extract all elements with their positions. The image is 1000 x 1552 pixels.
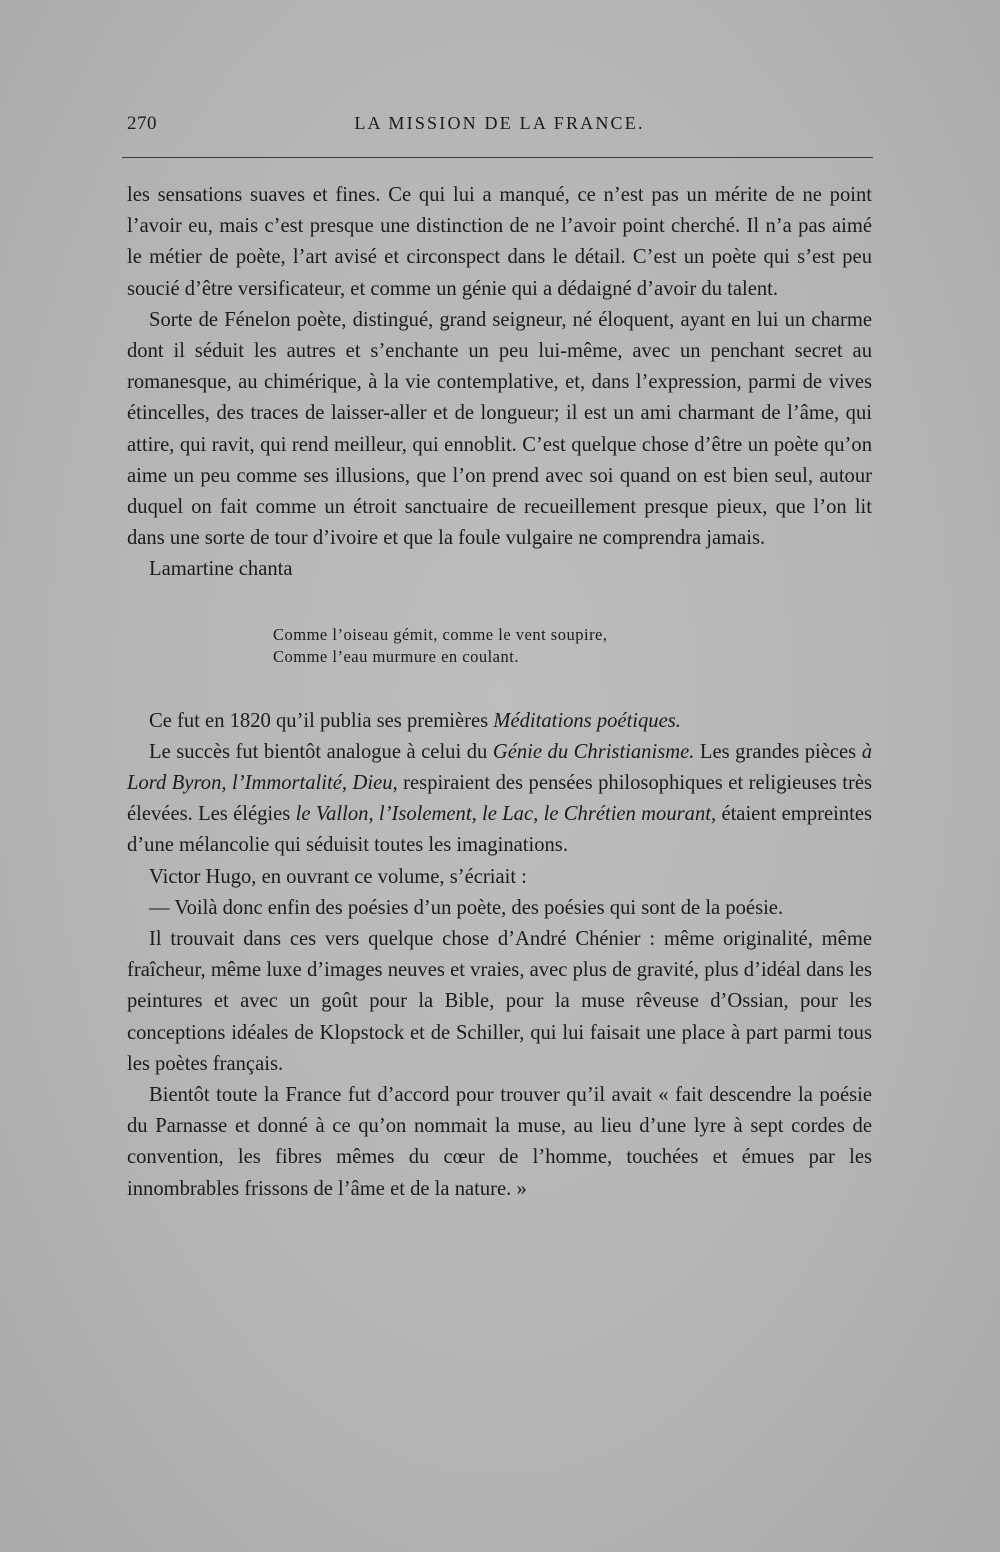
paragraph-5-text-d: étaient empreintes d’une mélancolie qui séduisit toutes les imaginations. <box>127 803 873 857</box>
page-header <box>127 113 872 143</box>
body-text <box>127 180 872 1205</box>
paragraph-8: Il trouvait dans ces vers quelque chose d’André Chénier : même originalité, même fraîcheur, même luxe d’images neuves et vraies, avec plus de gravité, plus d’idéal dans les peintures et avec un goût pour la Bible, pour la muse rêveuse d’Ossian, pour les conceptions idéales de Klopstock et de Schiller, qui lui faisait une place à part parmi tous les poètes français. <box>127 928 872 1075</box>
paragraph-9: Bientôt toute la France fut d’accord pour trouver qu’il avait « fait descendre la poésie du Parnasse et donné à ce qu’on nommait la muse, au lieu d’une lyre à sept cordes de convention, les fibres mêmes du cœur de l’homme, touchées et émues par les innombrables frissons de l’âme et de la nature. » <box>127 1084 872 1200</box>
paragraph-2: Sorte de Fénelon poète, distingué, grand seigneur, né éloquent, ayant en lui un charme dont il séduit les autres et s’enchante un peu lui-même, avec un penchant secret au romanesque, au chimérique, à la vie contemplative, et, dans l’expression, parmi de vives étincelles, des traces de laisser-aller et de longueur; il est un ami charmant de l’âme, qui attire, qui ravit, qui rend meilleur, qui ennoblit. C’est quelque chose d’être un poète qu’on aime un peu comme ses illusions, que l’on prend avec soi quand on est bien seul, autour duquel on fait comme un étroit sanctuaire de recueillement presque pieux, que l’on lit dans une sorte de tour d’ivoire et que la foule vulgaire ne comprendra jamais. <box>127 308 872 550</box>
paragraph-5 <box>127 737 872 862</box>
paragraph-4-title: Méditations poétiques. <box>493 709 681 732</box>
paragraph-5-title-c: le Vallon, l’Isolement, le Lac, le Chrétien mourant, <box>295 803 717 826</box>
paragraph-5-text-a: Le succès fut bientôt analogue à celui du <box>149 740 493 763</box>
paragraph-5-title-b: à Lord Byron, l’Immortalité, Dieu, <box>127 740 873 795</box>
verse-line-1: Comme l’oiseau gémit, comme le vent soupire, <box>273 624 608 644</box>
paragraph-7: — Voilà donc enfin des poésies d’un poète, des poésies qui sont de la poésie. <box>149 896 784 919</box>
paragraph-4 <box>127 706 872 737</box>
verse-line-2: Comme l’eau murmure en coulant. <box>273 646 519 666</box>
paragraph-1: les sensations suaves et fines. Ce qui lui a manqué, ce n’est pas un mérite de ne point l’avoir eu, mais c’est presque une distinction de ne l’avoir point cherché. Il n’a pas aimé le métier de poète, l’art avisé et circonspect dans le détail. C’est un poète qui s’est peu soucié d’être versificateur, et comme un génie qui a dédaigné d’avoir du talent. <box>127 184 872 300</box>
page-number: 270 <box>127 113 157 134</box>
paragraph-5-text-c: respiraient des pensées philosophiques et religieuses très élevées. Les élégies <box>127 772 872 826</box>
paragraph-5-text-b: Les grandes pièces <box>694 740 862 763</box>
running-title: LA MISSION DE LA FRANCE. <box>354 113 645 133</box>
paragraph-4-text: Ce fut en 1820 qu’il publia ses premières <box>149 709 494 732</box>
verse-quote <box>273 624 872 668</box>
header-rule <box>122 157 873 158</box>
paragraph-5-title-a: Génie du Christianisme. <box>492 740 695 763</box>
paragraph-3: Lamartine chanta <box>149 558 293 581</box>
paragraph-6: Victor Hugo, en ouvrant ce volume, s’écriait : <box>149 865 527 888</box>
